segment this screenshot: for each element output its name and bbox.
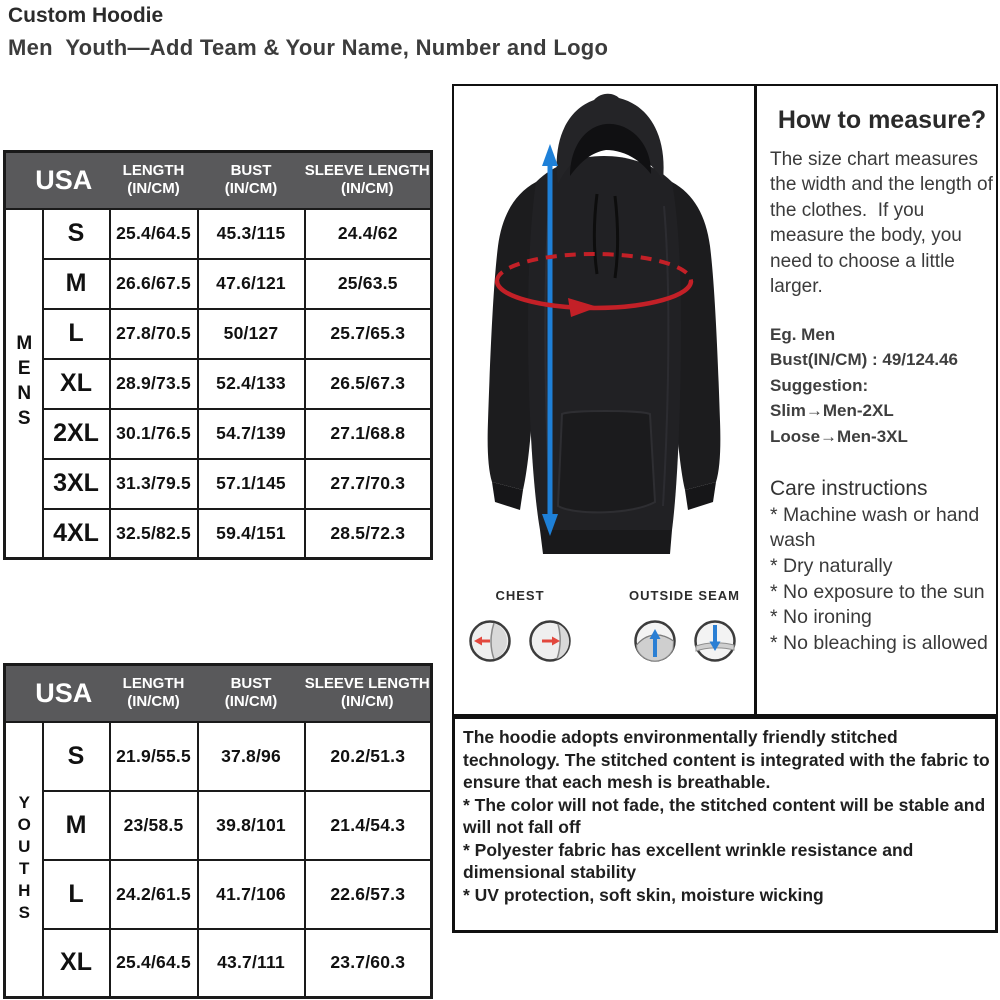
sleeve-cell: 22.6/57.3 — [305, 860, 432, 929]
description-paragraph: * Polyester fabric has excellent wrinkle resistance and dimensional stability — [463, 839, 914, 883]
bust-cell: 39.8/101 — [198, 791, 305, 860]
sleeve-cell: 28.5/72.3 — [305, 509, 432, 559]
length-cell: 31.3/79.5 — [110, 459, 198, 509]
example-line: Suggestion: — [770, 375, 869, 395]
outside-seam-label: OUTSIDE SEAM — [629, 588, 740, 603]
chest-measure-right-icon — [528, 619, 572, 663]
size-cell: S — [43, 722, 110, 791]
bust-cell: 41.7/106 — [198, 860, 305, 929]
table-row — [5, 929, 432, 998]
description-paragraph: * The color will not fade, the stitched content will be stable and will not fall off — [463, 794, 986, 838]
sleeve-cell: 27.7/70.3 — [305, 459, 432, 509]
size-cell: 2XL — [43, 409, 110, 459]
seam-measure-up-icon — [633, 619, 677, 663]
length-cell: 32.5/82.5 — [110, 509, 198, 559]
care-item: * No ironing — [770, 606, 872, 629]
hoodie-panel — [454, 86, 754, 714]
how-to-measure-body: The size chart measures the width and the length of the clothes. If you measure the body, you need to choose a little larger. — [770, 149, 999, 298]
sleeve-cell: 23.7/60.3 — [305, 929, 432, 998]
table-header-row — [5, 665, 432, 722]
sleeve-cell: 20.2/51.3 — [305, 722, 432, 791]
length-cell: 30.1/76.5 — [110, 409, 198, 459]
care-instructions-heading: Care instructions — [770, 477, 928, 501]
youths-size-table — [3, 663, 433, 999]
column-header-bust: BUST (IN/CM) — [198, 665, 305, 722]
length-cell: 26.6/67.5 — [110, 259, 198, 309]
bust-cell: 59.4/151 — [198, 509, 305, 559]
chest-icon-group — [468, 588, 572, 663]
size-cell: S — [43, 209, 110, 259]
table-row — [5, 509, 432, 559]
bust-cell: 47.6/121 — [198, 259, 305, 309]
bust-cell: 45.3/115 — [198, 209, 305, 259]
care-item: * Machine wash or hand wash — [770, 503, 980, 552]
column-header-sleeve: SLEEVE LENGTH (IN/CM) — [305, 665, 432, 722]
outside-seam-icon-group — [629, 588, 740, 663]
bust-cell: 37.8/96 — [198, 722, 305, 791]
bust-cell: 54.7/139 — [198, 409, 305, 459]
chest-measure-left-icon — [468, 619, 512, 663]
table-row — [5, 409, 432, 459]
length-cell: 21.9/55.5 — [110, 722, 198, 791]
size-cell: XL — [43, 359, 110, 409]
product-description-box — [452, 716, 998, 933]
length-cell: 25.4/64.5 — [110, 929, 198, 998]
column-header-length: LENGTH (IN/CM) — [110, 665, 198, 722]
length-cell: 27.8/70.5 — [110, 309, 198, 359]
how-to-measure-heading: How to measure? — [777, 106, 987, 134]
table-header-row — [5, 152, 432, 209]
group-label-mens: MENS — [5, 209, 43, 559]
care-item: * No bleaching is allowed — [770, 632, 988, 655]
table-row — [5, 309, 432, 359]
seam-measure-down-icon — [693, 619, 737, 663]
size-cell: 4XL — [43, 509, 110, 559]
size-cell: L — [43, 860, 110, 929]
description-paragraph: * UV protection, soft skin, moisture wicking — [463, 884, 824, 905]
page-header — [8, 4, 708, 61]
table-row — [5, 791, 432, 860]
bust-cell: 50/127 — [198, 309, 305, 359]
table-corner-label: USA — [5, 152, 110, 209]
size-cell: M — [43, 259, 110, 309]
size-cell: L — [43, 309, 110, 359]
column-header-length: LENGTH (IN/CM) — [110, 152, 198, 209]
care-item: * Dry naturally — [770, 554, 893, 577]
bust-cell: 57.1/145 — [198, 459, 305, 509]
bust-cell: 43.7/111 — [198, 929, 305, 998]
sleeve-cell: 26.5/67.3 — [305, 359, 432, 409]
page-title: Custom Hoodie — [8, 4, 164, 27]
length-cell: 25.4/64.5 — [110, 209, 198, 259]
table-corner-label: USA — [5, 665, 110, 722]
size-cell: XL — [43, 929, 110, 998]
column-header-sleeve: SLEEVE LENGTH (IN/CM) — [305, 152, 432, 209]
bust-cell: 52.4/133 — [198, 359, 305, 409]
table-row — [5, 722, 432, 791]
sleeve-cell: 25.7/65.3 — [305, 309, 432, 359]
chest-label: CHEST — [495, 588, 545, 603]
example-line: Loose→Men-3XL — [770, 426, 908, 446]
size-cell: M — [43, 791, 110, 860]
sleeve-cell: 24.4/62 — [305, 209, 432, 259]
length-cell: 23/58.5 — [110, 791, 198, 860]
sleeve-cell: 21.4/54.3 — [305, 791, 432, 860]
measure-icons-row — [454, 588, 754, 663]
care-instructions-block — [770, 475, 994, 657]
description-paragraph: The hoodie adopts environmentally friendly stitched technology. The stitched content is integrated with the fabric to ensure that each mesh is breathable. — [463, 727, 990, 793]
table-row — [5, 860, 432, 929]
example-line: Eg. Men — [770, 324, 836, 344]
page-subtitle: Men Youth—Add Team & Your Name, Number and Logo — [8, 35, 609, 60]
hoodie-product-image — [454, 86, 754, 586]
sleeve-cell: 25/63.5 — [305, 259, 432, 309]
example-line: Slim→Men-2XL — [770, 401, 894, 421]
group-label-youths: YOUTHS — [5, 722, 43, 998]
size-cell: 3XL — [43, 459, 110, 509]
length-cell: 28.9/73.5 — [110, 359, 198, 409]
table-row — [5, 459, 432, 509]
table-row — [5, 209, 432, 259]
table-row — [5, 259, 432, 309]
sleeve-cell: 27.1/68.8 — [305, 409, 432, 459]
measure-diagram-box — [452, 84, 998, 716]
table-row — [5, 359, 432, 409]
column-header-bust: BUST (IN/CM) — [198, 152, 305, 209]
mens-size-table — [3, 150, 433, 560]
size-suggestion-block — [770, 322, 994, 450]
example-line: Bust(IN/CM) : 49/124.46 — [770, 350, 958, 370]
length-cell: 24.2/61.5 — [110, 860, 198, 929]
how-to-measure-panel — [757, 86, 1000, 714]
care-item: * No exposure to the sun — [770, 580, 985, 603]
